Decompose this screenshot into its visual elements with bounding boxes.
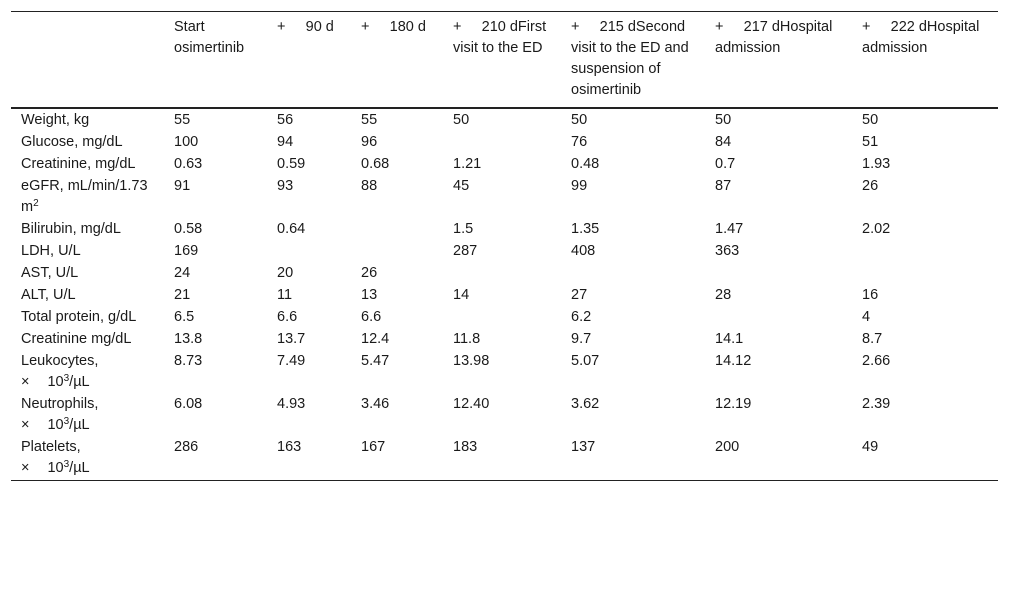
row-label: [11, 154, 164, 176]
table-cell: 6.6: [277, 309, 298, 325]
row-label-text: Leukocytes,: [21, 353, 99, 369]
row-label-text: LDH, U/L: [21, 243, 81, 259]
table-cell: 50: [715, 112, 732, 128]
row-label: [11, 307, 164, 329]
table-cell: 27: [571, 287, 588, 303]
table-cell: [351, 219, 443, 241]
table-cell: 45: [453, 178, 470, 194]
table-cell: 14.1: [715, 331, 744, 347]
table-cell: 0.7: [715, 156, 736, 172]
table-cell: 51: [862, 134, 879, 150]
table-cell: 26: [862, 178, 879, 194]
table-cell: 9.7: [571, 331, 592, 347]
table-cell: 2.39: [862, 396, 891, 412]
table-cell: 1.21: [453, 156, 482, 172]
table-cell: 93: [277, 178, 294, 194]
header-210d: + 210 dFirst visit to the ED: [453, 19, 547, 56]
table-cell: 0.58: [174, 221, 203, 237]
unit-base: 10: [47, 374, 64, 390]
table-row: [11, 285, 998, 307]
row-label: [11, 351, 164, 394]
table-cell: 6.08: [174, 396, 203, 412]
table-cell: 169: [174, 243, 199, 259]
table-cell: 6.5: [174, 309, 195, 325]
row-label-text: Glucose, mg/dL: [21, 134, 123, 150]
table-cell: [443, 132, 561, 154]
table-cell: 1.35: [571, 221, 600, 237]
row-label-text: Creatinine, mg/dL: [21, 156, 136, 172]
header-215d: + 215 dSecond visit to the ED and suspension of osimertinib: [571, 19, 689, 98]
header-180d: + 180 d: [361, 19, 426, 35]
unit-base: 10: [47, 417, 64, 433]
table-row: [11, 132, 998, 154]
table-cell: 1.93: [862, 156, 891, 172]
table-cell: 13.7: [277, 331, 306, 347]
lab-values-table: [11, 11, 998, 481]
table-cell: [852, 263, 998, 285]
row-label-text: Platelets,: [21, 439, 81, 455]
table-cell: 96: [361, 134, 378, 150]
table-cell: 13: [361, 287, 378, 303]
unit-exponent: 3: [63, 459, 70, 470]
table-cell: 12.4: [361, 331, 390, 347]
table-cell: 87: [715, 178, 732, 194]
table-cell: 14: [453, 287, 470, 303]
table-cell: 0.63: [174, 156, 203, 172]
table-cell: 137: [571, 439, 596, 455]
row-label: [11, 329, 164, 351]
table-row: [11, 394, 998, 437]
table-cell: 7.49: [277, 353, 306, 369]
table-cell: 0.48: [571, 156, 600, 172]
table-cell: 0.64: [277, 221, 306, 237]
header-90d: + 90 d: [277, 19, 334, 35]
row-label-text: Bilirubin, mg/dL: [21, 221, 121, 237]
row-label-text: ALT, U/L: [21, 287, 76, 303]
table-cell: 14.12: [715, 353, 752, 369]
row-label-text: eGFR, mL/min/1.73 m: [21, 178, 148, 215]
table-cell: 2.02: [862, 221, 891, 237]
table-row: [11, 329, 998, 351]
table-cell: 20: [277, 265, 294, 281]
table-cell: [443, 307, 561, 329]
header-empty: [11, 12, 164, 109]
table-cell: 1.5: [453, 221, 474, 237]
table-cell: 1.47: [715, 221, 744, 237]
unit-base: 10: [47, 460, 64, 476]
table-cell: 49: [862, 439, 879, 455]
table-cell: 2.66: [862, 353, 891, 369]
row-label-text: Creatinine mg/dL: [21, 331, 132, 347]
table-cell: 0.59: [277, 156, 306, 172]
table-cell: 167: [361, 439, 386, 455]
row-label: [11, 285, 164, 307]
table-row: [11, 154, 998, 176]
table-cell: 5.07: [571, 353, 600, 369]
times-symbol: ×: [21, 374, 30, 390]
row-label: [11, 176, 164, 219]
table-cell: 3.46: [361, 396, 390, 412]
table-row: [11, 241, 998, 263]
table-cell: 8.7: [862, 331, 883, 347]
table-cell: 28: [715, 287, 732, 303]
table-cell: [561, 263, 705, 285]
table-cell: 88: [361, 178, 378, 194]
unit-exponent: 3: [63, 416, 70, 427]
table-row: [11, 307, 998, 329]
table-cell: 6.6: [361, 309, 382, 325]
unit-suffix: /µL: [69, 374, 90, 390]
table-cell: 200: [715, 439, 740, 455]
table-cell: 287: [453, 243, 478, 259]
table-cell: 21: [174, 287, 191, 303]
table-cell: 100: [174, 134, 199, 150]
header-row: [11, 12, 998, 109]
table-cell: 55: [174, 112, 191, 128]
times-symbol: ×: [21, 417, 30, 433]
table-cell: 16: [862, 287, 879, 303]
row-label: [11, 263, 164, 285]
row-label-text: AST, U/L: [21, 265, 79, 281]
table-cell: 3.62: [571, 396, 600, 412]
header-217d: + 217 dHospital admission: [715, 19, 833, 56]
table-cell: 8.73: [174, 353, 203, 369]
table-cell: 26: [361, 265, 378, 281]
unit-suffix: /µL: [69, 460, 90, 476]
row-label: [11, 394, 164, 437]
table-cell: 12.40: [453, 396, 490, 412]
times-symbol: ×: [21, 460, 30, 476]
table-row: [11, 263, 998, 285]
table-cell: 163: [277, 439, 302, 455]
table-cell: [267, 241, 351, 263]
unit-exponent: 3: [63, 373, 70, 384]
row-label-text: Total protein, g/dL: [21, 309, 137, 325]
table-cell: 408: [571, 243, 596, 259]
table-cell: 50: [453, 112, 470, 128]
table-row: [11, 176, 998, 219]
unit-suffix: /µL: [69, 417, 90, 433]
table-row: [11, 219, 998, 241]
table-cell: 50: [571, 112, 588, 128]
table-cell: 11.8: [453, 331, 481, 347]
table-cell: 94: [277, 134, 294, 150]
table-cell: 12.19: [715, 396, 752, 412]
table-row: [11, 351, 998, 394]
row-label-text: Neutrophils,: [21, 396, 99, 412]
table-row: [11, 108, 998, 132]
table-cell: [705, 307, 852, 329]
row-label: [11, 219, 164, 241]
row-label: [11, 241, 164, 263]
row-label: [11, 437, 164, 481]
table-cell: 6.2: [571, 309, 592, 325]
header-start: Start osimertinib: [174, 19, 245, 56]
table-cell: 5.47: [361, 353, 390, 369]
table-cell: [351, 241, 443, 263]
table-cell: 4: [862, 309, 871, 325]
row-label: [11, 108, 164, 132]
table-cell: 363: [715, 243, 740, 259]
table-cell: 183: [453, 439, 478, 455]
table-cell: 286: [174, 439, 199, 455]
table-cell: 11: [277, 287, 293, 303]
table-cell: 99: [571, 178, 588, 194]
table-cell: 91: [174, 178, 191, 194]
table-cell: 50: [862, 112, 879, 128]
table-cell: 0.68: [361, 156, 390, 172]
table-cell: 84: [715, 134, 732, 150]
table-cell: [443, 263, 561, 285]
table-cell: 56: [277, 112, 294, 128]
table-row: [11, 437, 998, 481]
table-cell: 55: [361, 112, 378, 128]
table-cell: [705, 263, 852, 285]
table-cell: 13.98: [453, 353, 490, 369]
lab-values-table-container: [11, 11, 998, 481]
table-cell: 24: [174, 265, 191, 281]
table-cell: 4.93: [277, 396, 306, 412]
table-cell: [852, 241, 998, 263]
unit-exponent: 2: [33, 198, 39, 209]
table-cell: 76: [571, 134, 588, 150]
row-label: [11, 132, 164, 154]
row-label-text: Weight, kg: [21, 112, 90, 128]
header-222d: + 222 dHospital admission: [862, 19, 980, 56]
table-cell: 13.8: [174, 331, 203, 347]
